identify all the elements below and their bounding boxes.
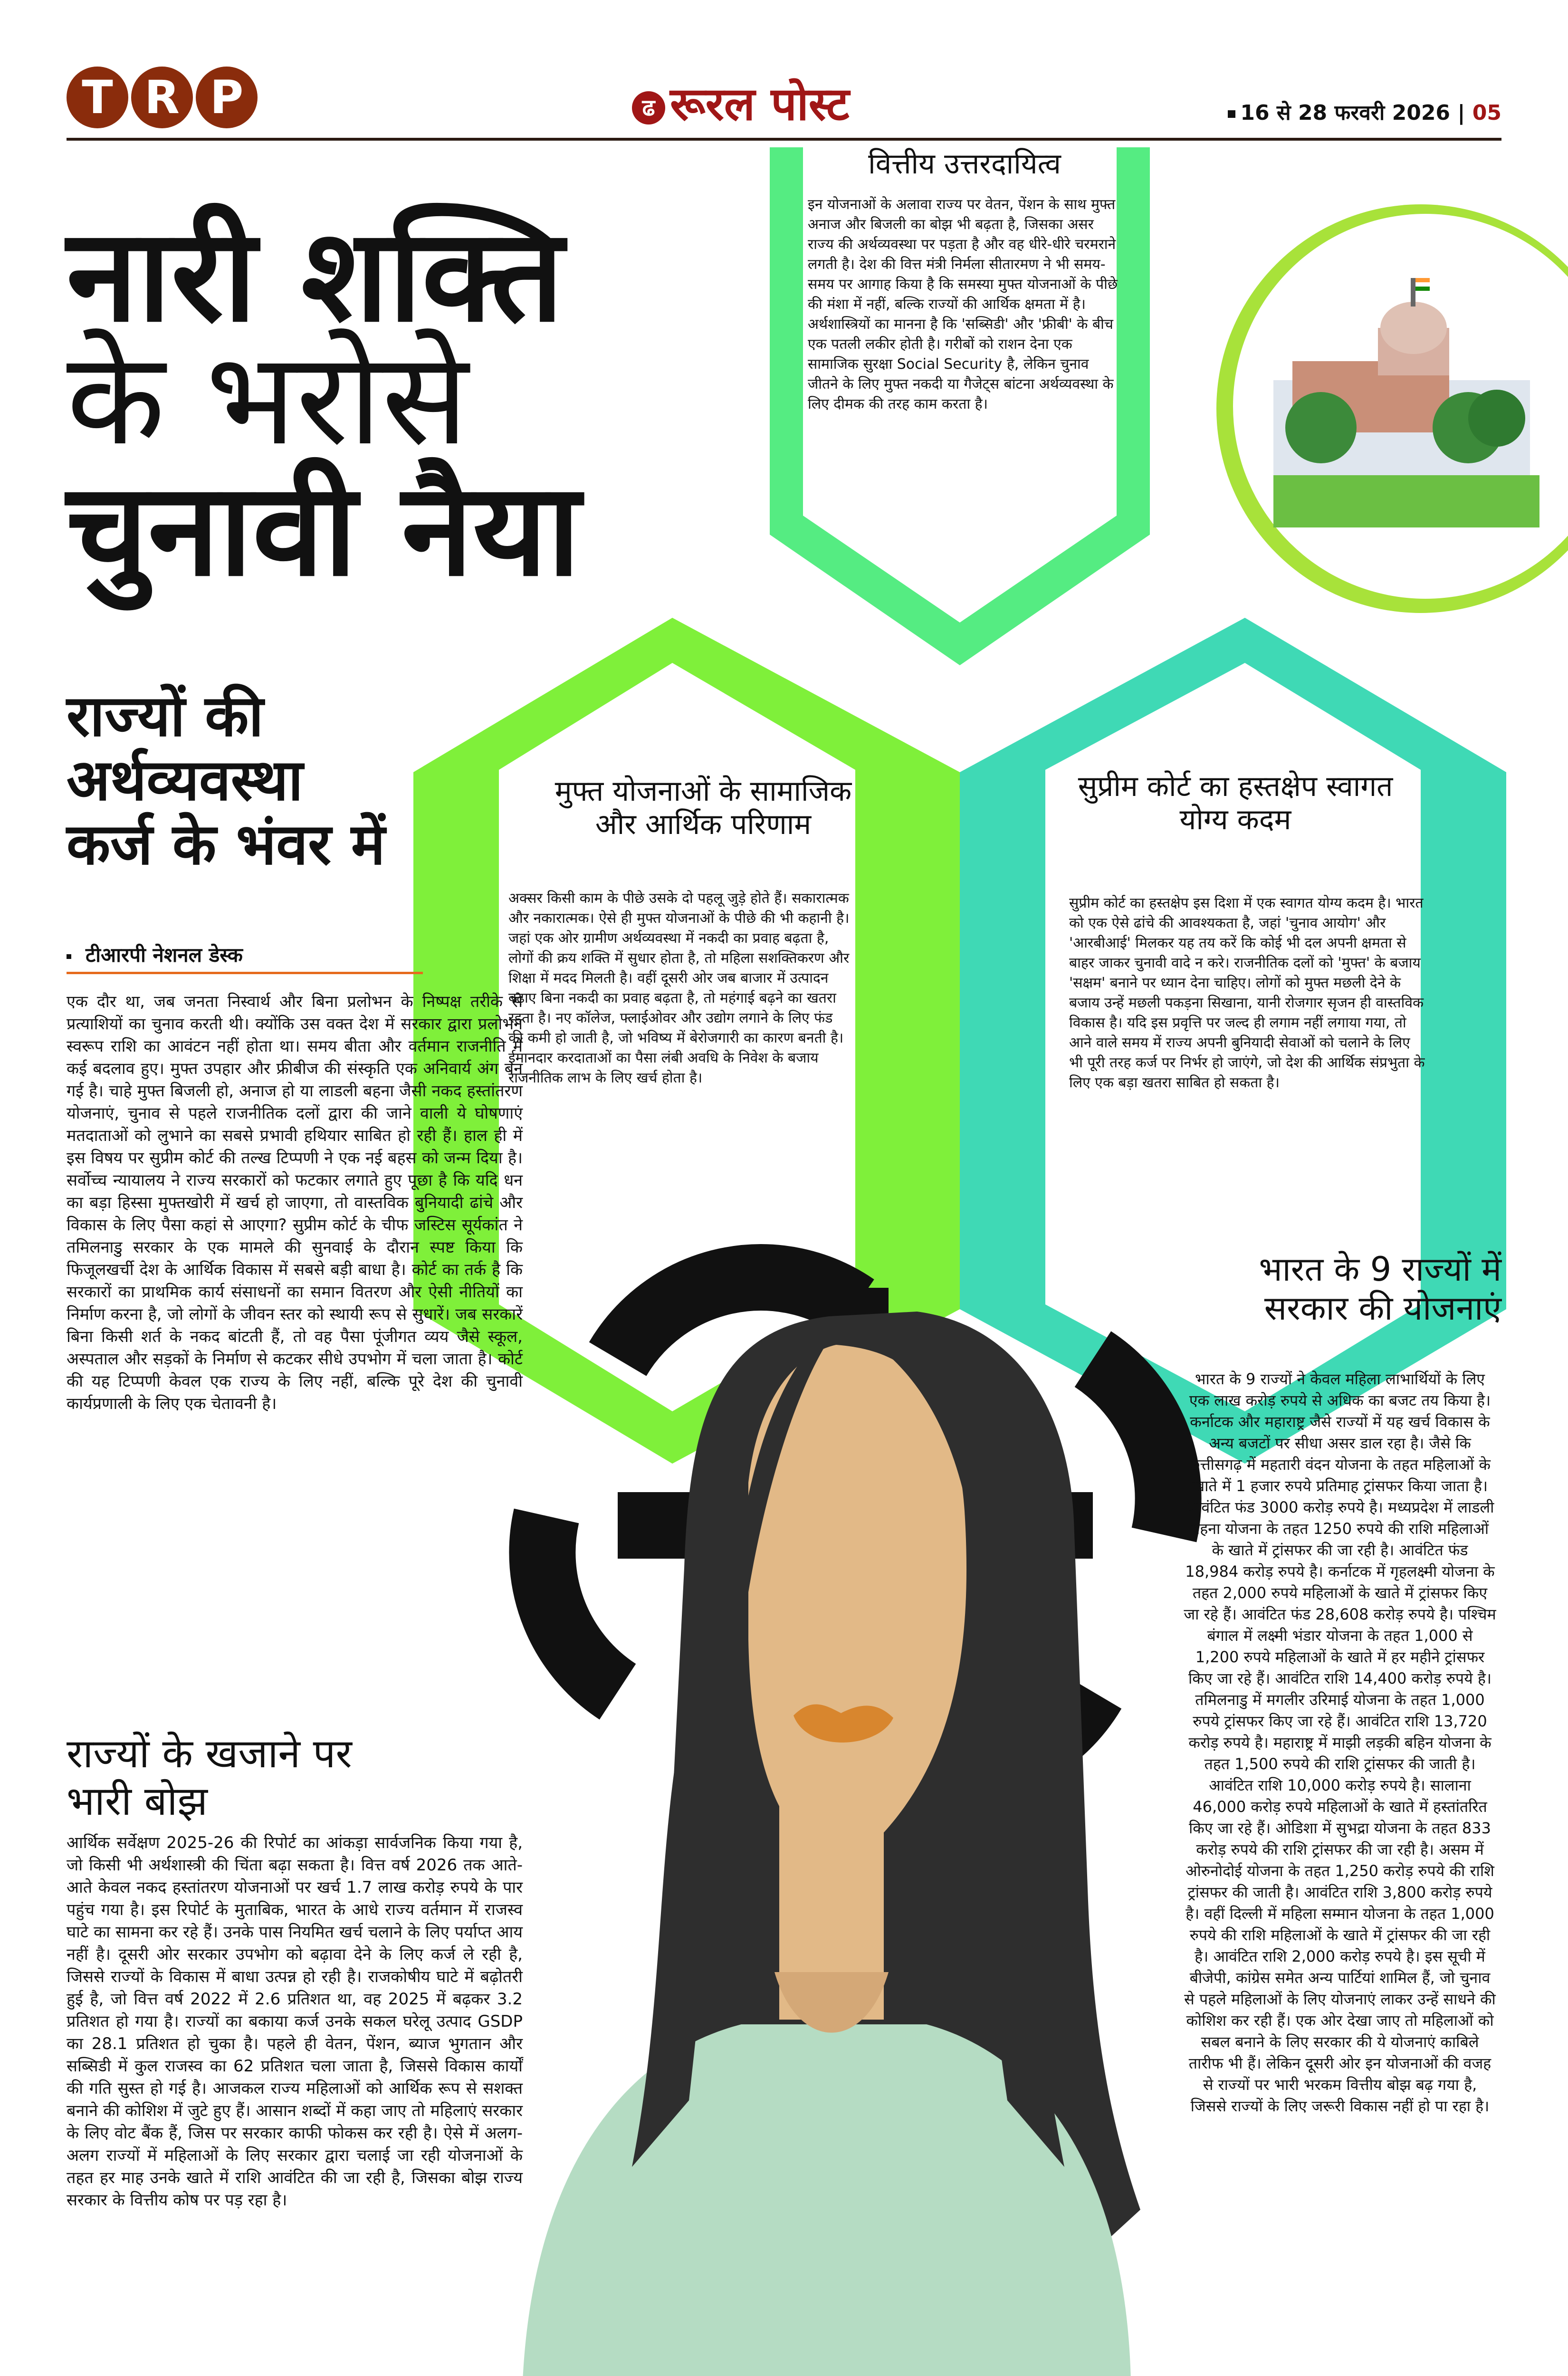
brand-name: रूरल पोस्ट (670, 77, 850, 131)
byline-rule (67, 972, 423, 974)
byline (67, 941, 243, 968)
court-panel-title: सुप्रीम कोर्ट का हस्तक्षेप स्वागत योग्य कदम (1078, 770, 1393, 836)
financial-panel-text: इन योजनाओं के अलावा राज्य पर वेतन, पेंशन के साथ मुफ्त अनाज और बिजली का बोझ भी बढ़ता है, जिसका असर राज्य की अर्थव्यवस्था पर पड़ता है और वह धीरे-धीरे चरमराने लगती है। देश की वित्त मंत्री निर्मला सीतारमण ने भी समय-समय पर आगाह किया है कि समस्या मुफ्त योजनाओं के पीछे की मंशा में नहीं, बल्कि राज्यों की आर्थिक क्षमता में है। अर्थशास्त्रियों का मानना है कि 'सब्सिडी' और 'फ्रीबी' के बीच एक पतली लकीर होती है। गरीबों को राशन देना एक सामाजिक सुरक्षा Social Security है, लेकिन चुनाव जीतने के लिए मुफ्त नकदी या गैजेट्स बांटना अर्थव्यवस्था के लिए दीमक की तरह काम करता है। (808, 196, 1118, 412)
dateline: 16 से 28 फरवरी 2026 | 05 (1207, 97, 1501, 131)
states-section-text: भारत के 9 राज्यों ने केवल महिला लाभार्थियों के लिए एक लाख करोड़ रुपये से अधिक का बजट तय किया है। कर्नाटक और महाराष्ट्र जैसे राज्यों में यह खर्च विकास के अन्य बजटों पर सीधा असर डाल रहा है। जैसे कि छत्तीसगढ़ में महतारी वंदन योजना के तहत महिलाओं के खाते में 1 हजार रुपये प्रतिमाह ट्रांसफर किया जाता है। आवंटित फंड 3000 करोड़ रुपये है। मध्यप्रदेश में लाडली बहना योजना के तहत 1250 रुपये की राशि महिलाओं के खाते में ट्रांसफर की जा रही है। आवंटित फंड 18,984 करोड़ रुपये है। कर्नाटक में गृहलक्ष्मी योजना के तहत 2,000 रुपये महिलाओं के खाते में ट्रांसफर किए जा रहे हैं। आवंटित फंड 28,608 करोड़ रुपये है। पश्चिम बंगाल में लक्ष्मी भंडार योजना के तहत 1,000 से 1,200 रुपये महिलाओं के खाते में हर महीने ट्रांसफर किए जा रहे हैं। आवंटित राशि 14,400 करोड़ रुपये है। तमिलनाडु में मगलीर उरिमाई योजना के तहत 1,000 रुपये ट्रांसफर किए जा रहे हैं। आवंटित राशि 13,720 करोड़ रुपये है। महाराष्ट्र में माझी लड़की बहिन योजना के तहत 1,500 रुपये की राशि ट्रांसफर की जाती है। आवंटित राशि 10,000 करोड़ रुपये है। सालाना 46,000 करोड़ रुपये महिलाओं के खाते में हस्तांतरित किए जा रहे हैं। ओडिशा में सुभद्रा योजना के तहत 833 करोड़ रुपये की राशि ट्रांसफर की जा रही है। असम में ओरुनोदोई योजना के तहत 1,250 करोड़ रुपये की राशि ट्रांसफर की जाती है। आवंटित राशि 3,800 करोड़ रुपये है। वहीं दिल्ली में महिला सम्मान योजना के तहत 1,000 रुपये की राशि महिलाओं के खाते में ट्रांसफर की जा रही है। आवंटित राशि 2,000 करोड़ रुपये है। इस सूची में बीजेपी, कांग्रेस समेत अन्य पार्टियां शामिल हैं, जो चुनाव से पहले महिलाओं के लिए योजनाएं लाकर उन्हें साधने की कोशिश कर रही हैं। एक ओर देखा जाए तो महिलाओं को सबल बनाने के लिए सरकार की ये योजनाएं काबिले तारीफ भी हैं। लेकिन दूसरी ओर इन योजनाओं की वजह से राज्यों पर भारी भरकम वित्तीय बोझ बढ़ गया है, जिससे राज्यों के लिए जरूरी विकास नहीं हो पा रहा है। (1184, 1370, 1496, 2115)
financial-panel-title: वित्तीय उत्तरदायित्व (868, 147, 1061, 181)
free-schemes-panel-text: अक्सर किसी काम के पीछे उसके दो पहलू जुड़े होते हैं। सकारात्मक और नकारात्मक। ऐसे ही मुफ्त योजनाओं के पीछे की भी कहानी है। जहां एक ओर ग्रामीण अर्थव्यवस्था में नकदी का प्रवाह बढ़ता है, लोगों की क्रय शक्ति में सुधार होता है, तो महिला सशक्तिकरण और शिक्षा में मदद मिलती है। वहीं दूसरी ओर जब बाजार में उत्पादन बढ़ाए बिना नकदी का प्रवाह बढ़ता है, तो महंगाई बढ़ने का खतरा रहता है। नए कॉलेज, फ्लाईओवर और उद्योग लगाने के लिए फंड की कमी हो जाती है, जो भविष्य में बेरोजगारी का कारण बनती है। ईमानदार करदाताओं का पैसा लंबी अवधि के निवेश के बजाय राजनीतिक लाभ के लिए खर्च होता है। (508, 890, 850, 1086)
byline-text: टीआरपी नेशनल डेस्क (86, 943, 243, 967)
subheadline: राज्यों की अर्थव्यवस्था कर्ज के भंवर में (67, 683, 385, 878)
page-number: 05 (1472, 101, 1501, 125)
intro-paragraph: एक दौर था, जब जनता निस्वार्थ और बिना प्रलोभन के निष्पक्ष तरीके से प्रत्याशियों का चुनाव करती थी। क्योंकि उस वक्त देश में सरकार द्वारा प्रलोभन स्वरूप राशि का आवंटन नहीं होता था। समय बीता और वर्तमान राजनीति में कई बदलाव हुए। मुफ्त उपहार और फ्रीबीज की संस्कृति एक अनिवार्य अंग बन गई है। चाहे मुफ्त बिजली हो, अनाज हो या लाडली बहना जैसी नकद हस्तांतरण योजनाएं, चुनाव से पहले राजनीतिक दलों द्वारा की जाने वाली ये घोषणाएं मतदाताओं को लुभाने का सबसे प्रभावी हथियार साबित हो रही हैं। हाल ही में इस विषय पर सुप्रीम कोर्ट की तल्ख टिप्पणी ने एक नई बहस को जन्म दिया है। सर्वोच्च न्यायालय ने राज्य सरकारों को फटकार लगाते हुए पूछा है कि यदि धन का बड़ा हिस्सा मुफ्तखोरी में खर्च हो जाएगा, तो वास्तविक बुनियादी ढांचे और विकास के लिए पैसा कहां से आएगा? सुप्रीम कोर्ट के चीफ जस्टिस सूर्यकांत ने तमिलनाडु सरकार के एक मामले की सुनवाई के दौरान स्पष्ट किया कि फिजूलखर्ची देश के आर्थिक विकास में सबसे बड़ी बाधा है। कोर्ट का तर्क है कि सरकारों का प्राथमिक कार्य संसाधनों का समान वितरण और ऐसी नीतियों का निर्माण करना है, जो लोगों के जीवन स्तर को स्थायी रूप से सुधारें। जब सरकारें बिना किसी शर्त के नकद बांटती हैं, तो वह पैसा पूंजीगत व्यय जैसे स्कूल, अस्पताल और सड़कों के निर्माण से कटकर सीधे उपभोग में चला जाता है। कोर्ट की यह टिप्पणी केवल एक राज्य के लिए नहीं, बल्कि पूरे देश की चुनावी कार्यप्रणाली के लिए एक चेतावनी है। (67, 992, 523, 1413)
logo-letter-p: P (196, 67, 258, 128)
headline-line-3: चुनावी नैया (67, 455, 581, 604)
treasury-section-text: आर्थिक सर्वेक्षण 2025-26 की रिपोर्ट का आंकड़ा सार्वजनिक किया गया है, जो किसी भी अर्थशास्त्री की चिंता बढ़ा सकता है। वित्त वर्ष 2026 तक आते-आते केवल नकद हस्तांतरण योजनाओं पर खर्च 1.7 लाख करोड़ रुपये के पार पहुंच गया है। इस रिपोर्ट के मुताबिक, भारत के आधे राज्य वर्तमान में राजस्व घाटे का सामना कर रहे हैं। उनके पास नियमित खर्च चलाने के लिए पर्याप्त आय नहीं है। दूसरी ओर सरकार उपभोग को बढ़ावा देने के लिए कर्ज ले रही है, जिससे राज्यों के विकास में बाधा उत्पन्न हो रही है। राजकोषीय घाटे में बढ़ोतरी हुई है, जो वित्त वर्ष 2022 में 2.6 प्रतिशत था, वह 2025 में बढ़कर 3.2 प्रतिशत हो गया है। राज्यों का बकाया कर्ज उनके सकल घरेलू उत्पाद GSDP का 28.1 प्रतिशत हो चुका है। पहले ही वेतन, पेंशन, ब्याज भुगतान और सब्सिडी में कुल राजस्व का 62 प्रतिशत चला जाता है, जिससे विकास कार्यों की गति सुस्त हो गई है। आजकल राज्य महिलाओं को आर्थिक रूप से सशक्त बनाने की कोशिश में जुटे हुए हैं। आसान शब्दों में कहा जाए तो महिलाएं सरकार के लिए वोट बैंक हैं, जिस पर सरकार काफी फोकस कर रही है। ऐसे में अलग-अलग राज्यों में महिलाओं के लिए सरकार द्वारा चलाई जा रही योजनाओं के तहत हर माह उनके खाते में राशि आवंटित की जा रही है, जिसका बोझ राज्य सरकार के वित्तीय कोष पर पड़ रहा है। (67, 1833, 523, 2210)
free-schemes-panel-title: मुफ्त योजनाओं के सामाजिक और आर्थिक परिणाम (555, 775, 852, 841)
bullet-square-icon (67, 954, 71, 959)
headline-line-1: नारी शक्ति (67, 201, 564, 350)
woman-illustration (523, 1312, 1140, 2376)
court-panel-text: सुप्रीम कोर्ट का हस्तक्षेप इस दिशा में एक स्वागत योग्य कदम है। भारत को एक ऐसे ढांचे की आवश्यकता है, जहां 'चुनाव आयोग' और 'आरबीआई' मिलकर यह तय करें कि कोई भी दल अपनी क्षमता से बाहर जाकर चुनावी वादे न करे। राजनीतिक दलों को 'मुफ्त' के बजाय 'सक्षम' बनाने पर ध्यान देना चाहिए। लोगों को मुफ्त मछली देने के बजाय उन्हें मछली पकड़ना सिखाना, यानी रोजगार सृजन ही वास्तविक विकास है। यदि इस प्रवृत्ति पर जल्द ही लगाम नहीं लगाया गया, तो आने वाले समय में राज्य अपनी बुनियादी सेवाओं को चलाने के लिए भी पूरी तरह कर्ज पर निर्भर हो जाएंगे, जो देश की आर्थिक संप्रभुता के लिए एक बड़ा खतरा साबित हो सकता है। (1069, 895, 1425, 1091)
supreme-court-illustration (1216, 204, 1568, 613)
headline-line-2: के भरोसे (67, 324, 468, 474)
treasury-section-title: राज्यों के खजाने पर भारी बोझ (67, 1730, 352, 1824)
brand-logo-icon: ढ (632, 91, 665, 125)
logo-letter-r: R (131, 67, 193, 128)
logo-letter-t: T (67, 67, 128, 128)
issue-date: 16 से 28 फरवरी 2026 (1240, 101, 1451, 125)
states-section-title: भारत के 9 राज्यों में सरकार की योजनाएं (1259, 1250, 1501, 1328)
